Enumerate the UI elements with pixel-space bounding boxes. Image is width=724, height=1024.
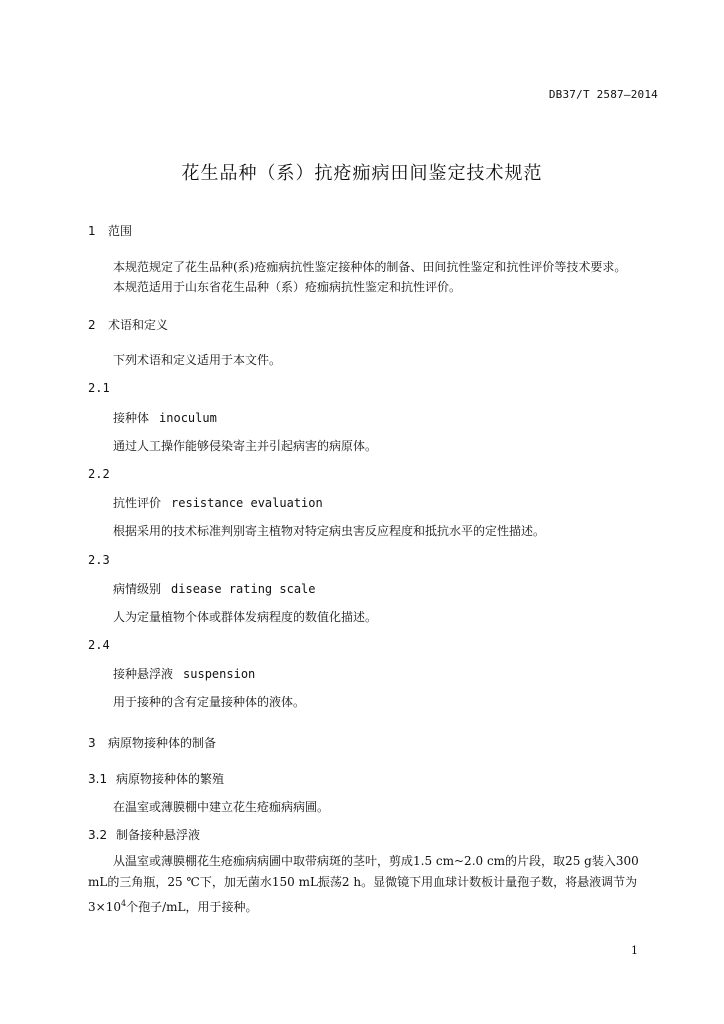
term-name <box>113 580 316 597</box>
standard-number: DB37/T 2587—2014 <box>548 88 658 101</box>
term-english: inoculum <box>159 411 217 425</box>
term-number: 2.3 <box>88 553 110 567</box>
term-chinese: 接种体 <box>113 411 150 425</box>
term-definition: 通过人工操作能够侵染寄主并引起病害的病原体。 <box>113 439 378 453</box>
document-title: 花生品种（系）抗疮痂病田间鉴定技术规范 <box>181 163 543 184</box>
term-number: 2.1 <box>88 381 110 395</box>
term-chinese: 病情级别 <box>113 582 162 596</box>
term-definition: 用于接种的含有定量接种体的液体。 <box>113 695 306 709</box>
term-name <box>113 409 217 426</box>
section-number: 2 <box>88 318 96 332</box>
term-english: resistance evaluation <box>171 496 323 510</box>
term-number: 2.2 <box>88 467 110 481</box>
subsection-number: 3.1 <box>88 772 108 786</box>
section-1-heading <box>88 222 132 239</box>
terms-intro: 下列术语和定义适用于本文件。 <box>113 353 282 367</box>
scope-paragraph-2: 本规范适用于山东省花生品种（系）疮痂病抗性鉴定和抗性评价。 <box>113 280 462 294</box>
page-number: 1 <box>631 944 638 957</box>
section-2-heading <box>88 316 168 333</box>
subsection-title: 制备接种悬浮液 <box>116 828 201 842</box>
scope-paragraph-1: 本规范规定了花生品种(系)疮痂病抗性鉴定接种体的制备、田间抗性鉴定和抗性评价等技术要求。 <box>113 260 627 274</box>
section-3-heading <box>88 734 216 751</box>
term-definition: 根据采用的技术标准判别寄主植物对特定病虫害反应程度和抵抗水平的定性描述。 <box>113 524 546 538</box>
procedure-text-end: 个孢子/mL，用于接种。 <box>126 900 258 914</box>
subsection-3-1-text: 在温室或薄膜棚中建立花生疮痂病病圃。 <box>113 800 330 814</box>
subsection-3-1-heading <box>88 770 224 787</box>
term-chinese: 接种悬浮液 <box>113 667 174 681</box>
procedure-text: 从温室或薄膜棚花生疮痂病病圃中取带病斑的茎叶，剪成1.5 cm~2.0 cm的片段，取25 g装入300 mL的三角瓶，25 ℃下，加无菌水150 mL振荡2 h。显微镜下用血球计数板计量孢子数，将悬液调节为3×10 <box>88 854 639 914</box>
subsection-3-2-heading <box>88 826 200 843</box>
subsection-3-2-text <box>88 851 658 918</box>
term-number: 2.4 <box>88 638 110 652</box>
section-number: 1 <box>88 224 96 238</box>
term-name <box>113 494 323 511</box>
exponent: 4 <box>120 899 127 908</box>
term-definition: 人为定量植物个体或群体发病程度的数值化描述。 <box>113 610 378 624</box>
term-english: disease rating scale <box>171 582 316 596</box>
section-title: 病原物接种体的制备 <box>108 736 217 750</box>
section-title: 范围 <box>108 224 133 238</box>
term-english: suspension <box>183 667 256 681</box>
section-number: 3 <box>88 736 96 750</box>
section-title: 术语和定义 <box>108 318 169 332</box>
subsection-number: 3.2 <box>88 828 108 842</box>
term-name <box>113 665 255 682</box>
subsection-title: 病原物接种体的繁殖 <box>116 772 225 786</box>
term-chinese: 抗性评价 <box>113 496 162 510</box>
